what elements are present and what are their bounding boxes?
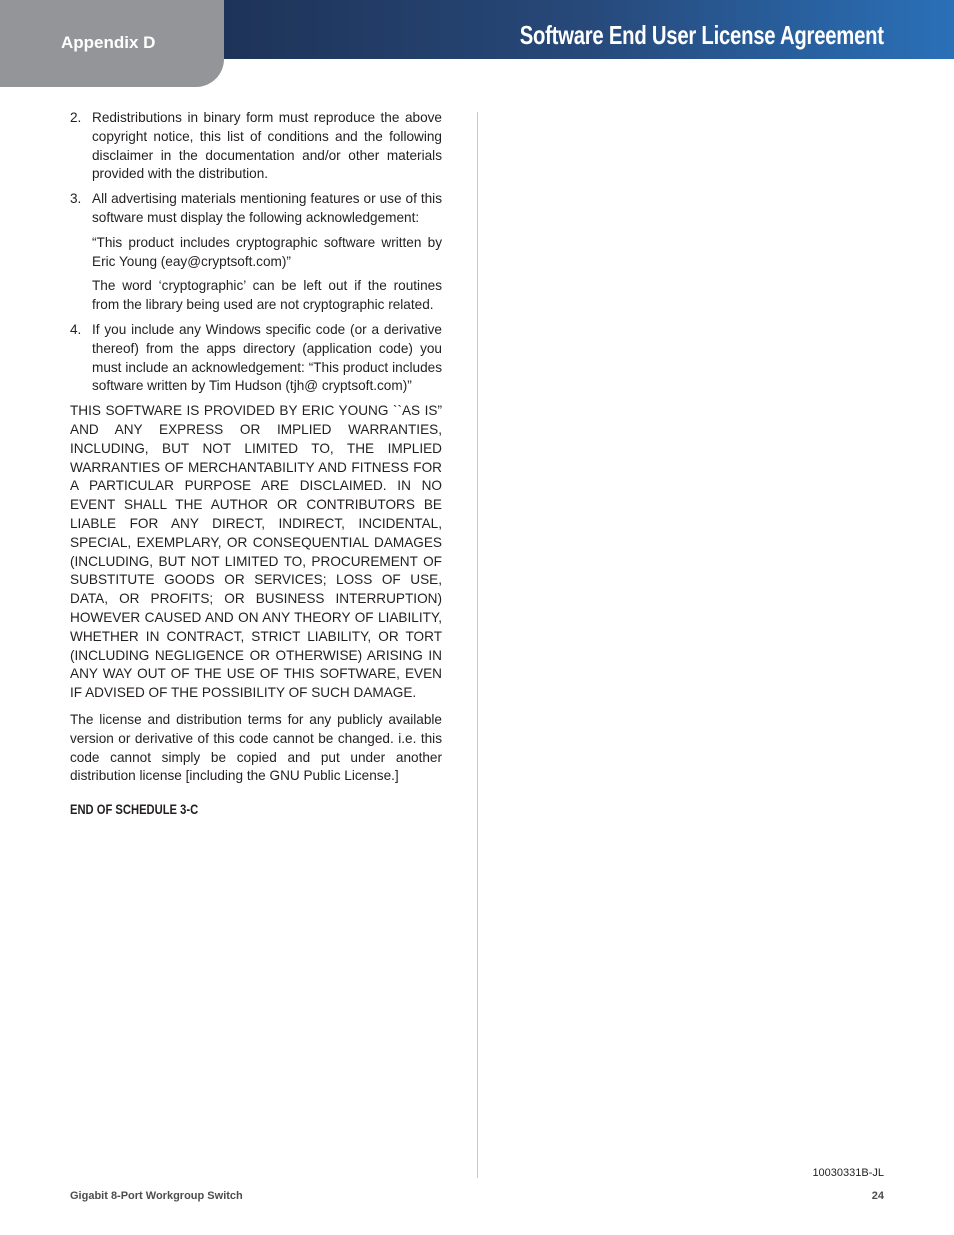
footer-doc-code: 10030331B-JL bbox=[812, 1167, 884, 1179]
item-text: Redistributions in binary form must reproduce the above copyright notice, this list of conditions and the following disclaimer in the documentation and/or other materials provided with the distribution. bbox=[92, 110, 442, 182]
section-label: Appendix D bbox=[61, 33, 156, 52]
column-divider bbox=[477, 112, 478, 1178]
license-note: The license and distribution terms for any publicly available version or derivative of this code cannot be changed. i.e. this code cannot simply be copied and put under another distribution license [including the GNU Public License.] bbox=[70, 711, 442, 784]
item-number: 3. bbox=[70, 191, 82, 207]
acknowledgement-quote: “This product includes cryptographic software written by Eric Young (eay@cryptsoft.com)” bbox=[92, 234, 442, 269]
item-text: All advertising materials mentioning features or use of this software must display the following acknowledgement: bbox=[92, 191, 442, 225]
end-of-schedule: END OF SCHEDULE 3-C bbox=[70, 801, 199, 818]
item-number: 4. bbox=[70, 321, 82, 337]
left-column bbox=[70, 109, 442, 819]
appendix-tab bbox=[0, 0, 224, 87]
page-title: Software End User License Agreement bbox=[519, 20, 884, 50]
footer-product: Gigabit 8-Port Workgroup Switch bbox=[70, 1190, 243, 1202]
disclaimer: THIS SOFTWARE IS PROVIDED BY ERIC YOUNG ``AS IS” AND ANY EXPRESS OR IMPLIED WARRANTIES, INCLUDING, BUT NOT LIMITED TO, THE IMPLIED WARRANTIES OF MERCHANTABILITY AND FITNESS FOR A PARTICULAR PURPOSE ARE DISCLAIMED. IN NO EVENT SHALL THE AUTHOR OR CONTRIBUTORS BE LIABLE FOR ANY DIRECT, INDIRECT, INCIDENTAL, SPECIAL, EXEMPLARY, OR CONSEQUENTIAL DAMAGES (INCLUDING, BUT NOT LIMITED TO, PROCUREMENT OF SUBSTITUTE GOODS OR SERVICES; LOSS OF USE, DATA, OR PROFITS; OR BUSINESS INTERRUPTION) HOWEVER CAUSED AND ON ANY THEORY OF LIABILITY, WHETHER IN CONTRACT, STRICT LIABILITY, OR TORT (INCLUDING NEGLIGENCE OR OTHERWISE) ARISING IN ANY WAY OUT OF THE USE OF THIS SOFTWARE, EVEN IF ADVISED OF THE POSSIBILITY OF SUCH DAMAGE. bbox=[70, 403, 442, 701]
list-item bbox=[70, 109, 442, 184]
item-text: If you include any Windows specific code (or a derivative thereof) from the apps directory (application code) you must include an acknowledgement: “This product includes software written by Tim Hudson (tjh@ cryptsoft.com)” bbox=[92, 321, 442, 394]
header-bar bbox=[224, 0, 954, 59]
list-item bbox=[70, 321, 442, 396]
word-note: The word ‘cryptographic’ can be left out if the routines from the library being used are not cryptographic related. bbox=[92, 278, 442, 313]
page-number: 24 bbox=[871, 1190, 884, 1202]
item-number: 2. bbox=[70, 110, 82, 125]
list-item bbox=[70, 190, 442, 228]
